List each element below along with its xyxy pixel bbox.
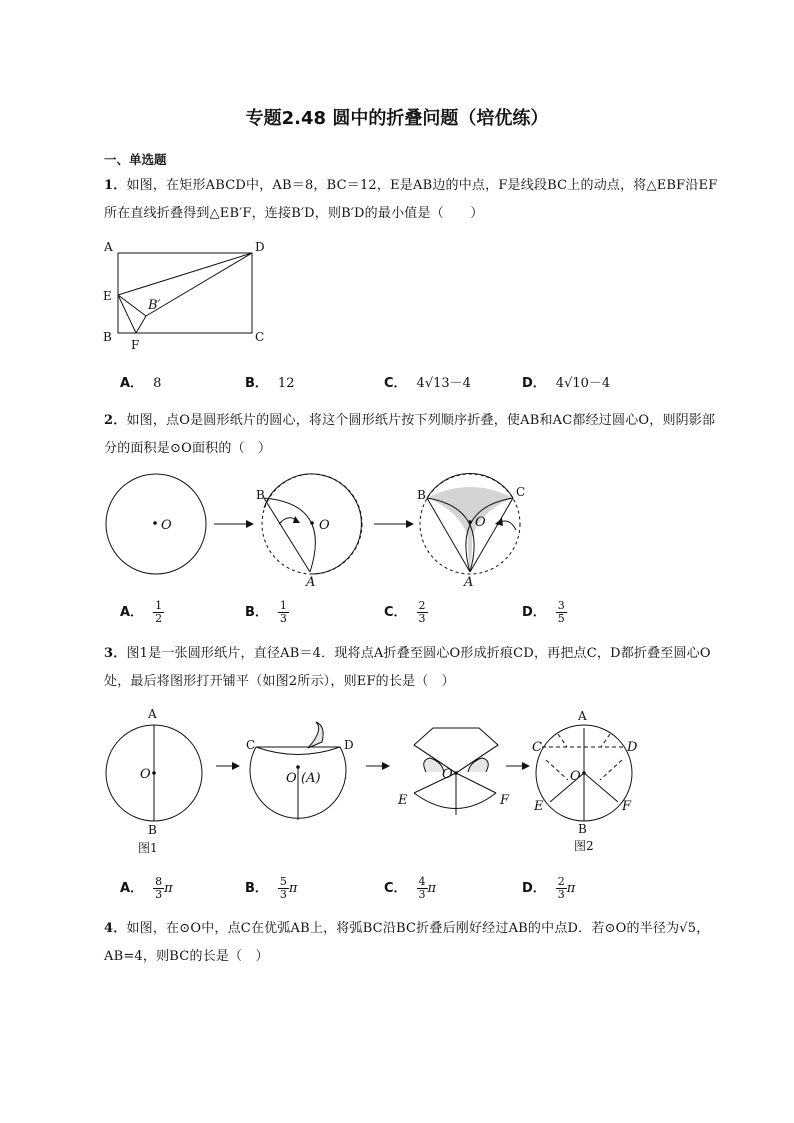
label-O-f1: O [140,767,151,782]
q2-option-b[interactable]: B． $\frac{1}{3}$ [245,599,287,625]
question-3 [104,640,724,696]
q3-folding-figure [96,700,656,860]
question-1 [104,172,724,228]
label-B: B [103,330,112,344]
question-2 [104,407,724,463]
question-number: 2． [104,413,127,428]
fig1-caption: 图1 [138,841,158,855]
q1-option-b[interactable]: B． 12 [245,376,295,391]
question-text: 图1是一张圆形纸片，直径AB＝4．现将点A折叠至圆心O形成折痕CD，再把点C，D都折叠至圆心O处，最后将图形打开铺平（如图2所示），则EF的长是（ ） [104,646,711,689]
label-B-2: B [256,488,265,502]
q1-option-c[interactable]: C． 4√13－4 [384,376,471,391]
section-heading: 一、单选题 [104,152,167,167]
label-O-3: O [475,515,486,530]
page-title: 专题2.48 圆中的折叠问题（培优练） [245,108,549,129]
label-C-f4: C [532,740,542,755]
q3-option-b[interactable]: B． $\frac{5}{3}$ π [245,875,298,901]
label-F-f4: F [622,799,632,814]
question-4 [104,915,724,971]
question-number: 4． [104,921,127,936]
fig2-caption: 图2 [574,839,594,853]
label-B-prime: B′ [148,298,161,313]
label-B-f4: B [578,822,587,836]
label-D: D [255,240,265,254]
question-text: 如图，在⊙O中，点C在优弧AB上，将弧BC沿BC折叠后刚好经过AB的中点D．若⊙O的半径为√5，AB=4，则BC的长是（ ） [104,921,710,964]
label-C: C [255,330,265,344]
label-O-1: O [161,518,172,533]
label-B-3: B [417,488,426,502]
label-D-f4: D [627,740,638,755]
label-D-f2: D [344,738,354,752]
label-E-f4: E [534,799,544,814]
label-O-2: O [319,518,330,533]
q3-option-a[interactable]: A． $\frac{8}{3}$ π [120,875,173,901]
q1-rectangle-figure [96,236,276,354]
label-E-f3: E [398,793,408,808]
question-number: 3． [104,646,127,661]
q2-option-d[interactable]: D． $\frac{3}{5}$ [522,599,565,625]
q1-option-d[interactable]: D． 4√10－4 [522,376,611,391]
label-C-3: C [516,485,526,499]
label-A-f4: A [578,709,587,723]
q2-folding-figure [96,468,716,588]
label-A-paren-f2: (A) [301,771,321,786]
label-O-f2: O [286,771,297,786]
label-O-f4: O [570,769,581,784]
q2-option-a[interactable]: A． $\frac{1}{2}$ [120,599,163,625]
q3-option-d[interactable]: D． $\frac{2}{3}$ π [522,875,576,901]
label-A-3: A [464,575,474,588]
question-text: 如图，点O是圆形纸片的圆心，将这个圆形纸片按下列顺序折叠，使AB和AC都经过圆心O，则阴影部分的面积是⊙O面积的（ ） [104,413,716,456]
q1-option-a[interactable]: A． 8 [120,376,162,391]
label-A-f1: A [148,707,157,721]
label-F: F [131,338,140,352]
label-O-f3: O [442,767,453,782]
question-text: 如图，在矩形ABCD中，AB＝8，BC＝12，E是AB边的中点，F是线段BC上的动点，将△EBF沿EF所在直线折叠得到△EB′F，连接B′D，则B′D的最小值是（ ） [104,178,718,221]
q3-option-c[interactable]: C． $\frac{4}{3}$ π [384,875,437,901]
question-number: 1． [104,178,127,193]
label-E: E [103,289,112,303]
q2-option-c[interactable]: C． $\frac{2}{3}$ [384,599,426,625]
label-A: A [104,240,113,254]
label-B-f1: B [148,823,157,837]
label-C-f2: C [246,738,256,752]
label-A-2: A [306,575,316,588]
label-F-f3: F [500,793,510,808]
